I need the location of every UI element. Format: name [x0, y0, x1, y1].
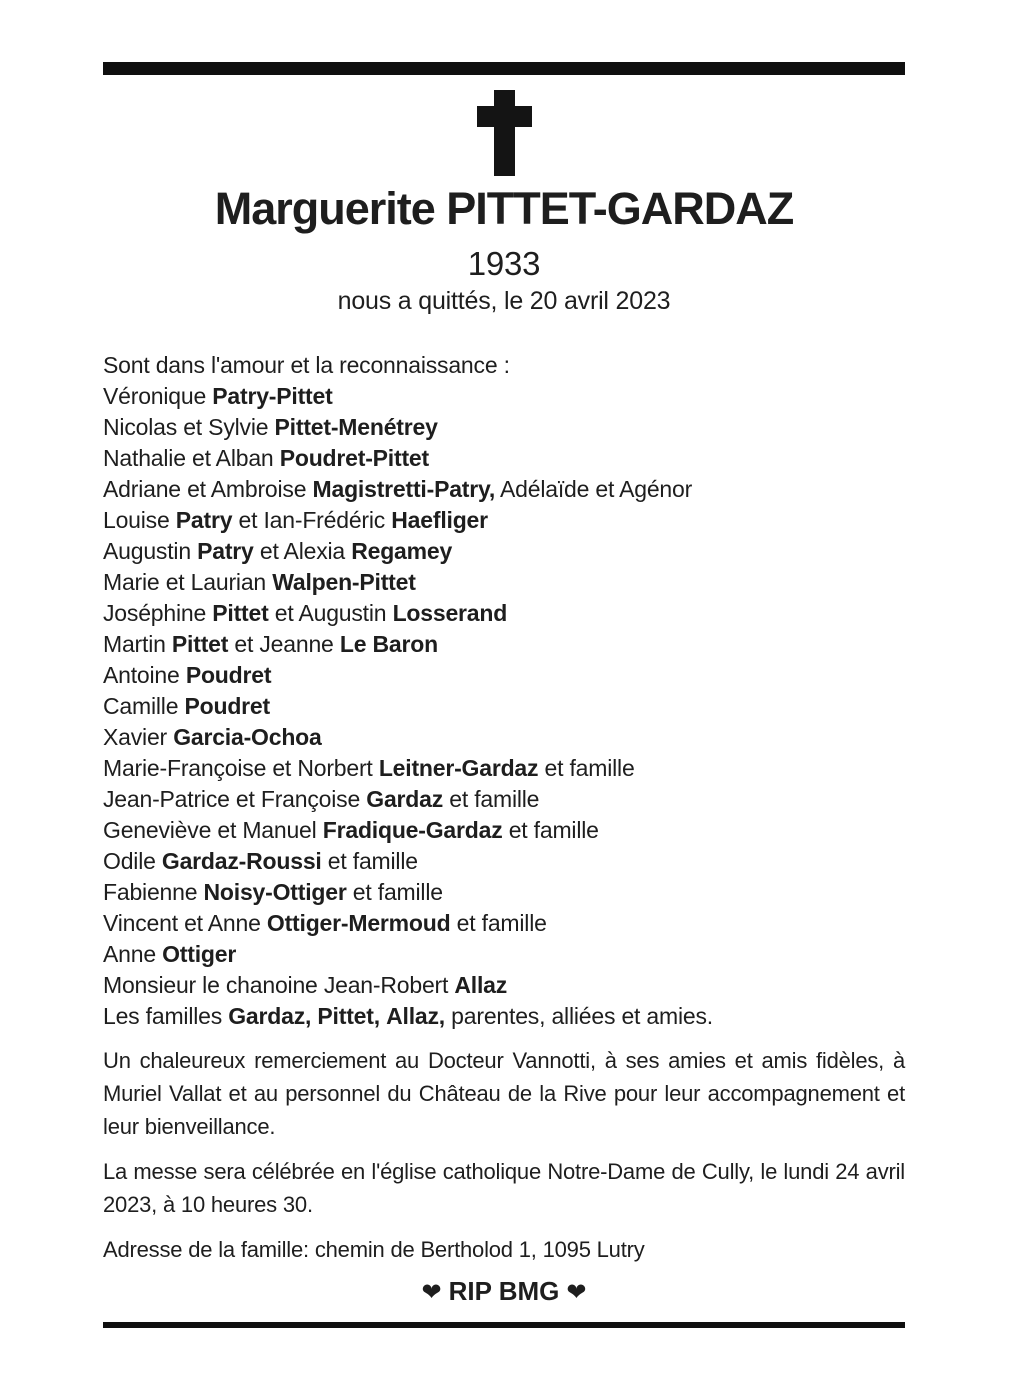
family-line: Martin Pittet et Jeanne Le Baron — [103, 631, 438, 657]
family-line: Monsieur le chanoine Jean-Robert Allaz — [103, 972, 508, 998]
death-date-line: nous a quittés, le 20 avril 2023 — [337, 287, 671, 315]
top-rule — [103, 62, 905, 75]
bottom-rule — [103, 1322, 905, 1328]
family-line: Joséphine Pittet et Augustin Losserand — [103, 600, 508, 626]
family-line: Anne Ottiger — [103, 941, 237, 967]
cross-icon — [494, 90, 515, 176]
heart-left-icon: ❤ — [421, 1279, 442, 1306]
family-line: Véronique Patry-Pittet — [103, 383, 333, 409]
family-line: Camille Poudret — [103, 693, 270, 719]
family-line: Nicolas et Sylvie Pittet-Menétrey — [103, 414, 438, 440]
family-line: Vincent et Anne Ottiger-Mermoud et famille — [103, 910, 547, 936]
birth-year: 1933 — [467, 245, 541, 282]
family-line: Nathalie et Alban Poudret-Pittet — [103, 445, 429, 471]
family-line: Marie-Françoise et Norbert Leitner-Gardaz et famille — [103, 755, 635, 781]
family-line: Geneviève et Manuel Fradique-Gardaz et famille — [103, 817, 599, 843]
paragraphs-block — [103, 1044, 905, 1266]
family-list — [103, 381, 905, 1032]
family-line: Augustin Patry et Alexia Regamey — [103, 538, 453, 564]
family-line: Odile Gardaz-Roussi et famille — [103, 848, 418, 874]
family-line: Jean-Patrice et Françoise Gardaz et famille — [103, 786, 540, 812]
family-line: Les familles Gardaz, Pittet, Allaz, parentes, alliées et amies. — [103, 1003, 713, 1029]
family-line: Xavier Garcia-Ochoa — [103, 724, 322, 750]
paragraph: Adresse de la famille: chemin de Bertholod 1, 1095 Lutry — [103, 1237, 645, 1262]
deceased-name: Marguerite PITTET-GARDAZ — [214, 183, 794, 234]
rip-text: RIP BMG — [448, 1276, 560, 1306]
family-line: Marie et Laurian Walpen-Pittet — [103, 569, 416, 595]
family-line: Antoine Poudret — [103, 662, 272, 688]
heart-right-icon: ❤ — [566, 1279, 587, 1306]
family-line: Adriane et Ambroise Magistretti-Patry, Adélaïde et Agénor — [103, 476, 693, 502]
rip-line — [103, 1276, 905, 1308]
family-line: Louise Patry et Ian-Frédéric Haefliger — [103, 507, 488, 533]
intro-line: Sont dans l'amour et la reconnaissance : — [103, 352, 510, 378]
paragraph: Un chaleureux remerciement au Docteur Vannotti, à ses amies et amis fidèles, à Muriel Vallat et au personnel du Château de la Rive pour leur accompagnement et leur bienveillance. — [103, 1048, 905, 1139]
paragraph: La messe sera célébrée en l'église catholique Notre-Dame de Cully, le lundi 24 avril 2023, à 10 heures 30. — [103, 1159, 905, 1217]
family-line: Fabienne Noisy-Ottiger et famille — [103, 879, 443, 905]
